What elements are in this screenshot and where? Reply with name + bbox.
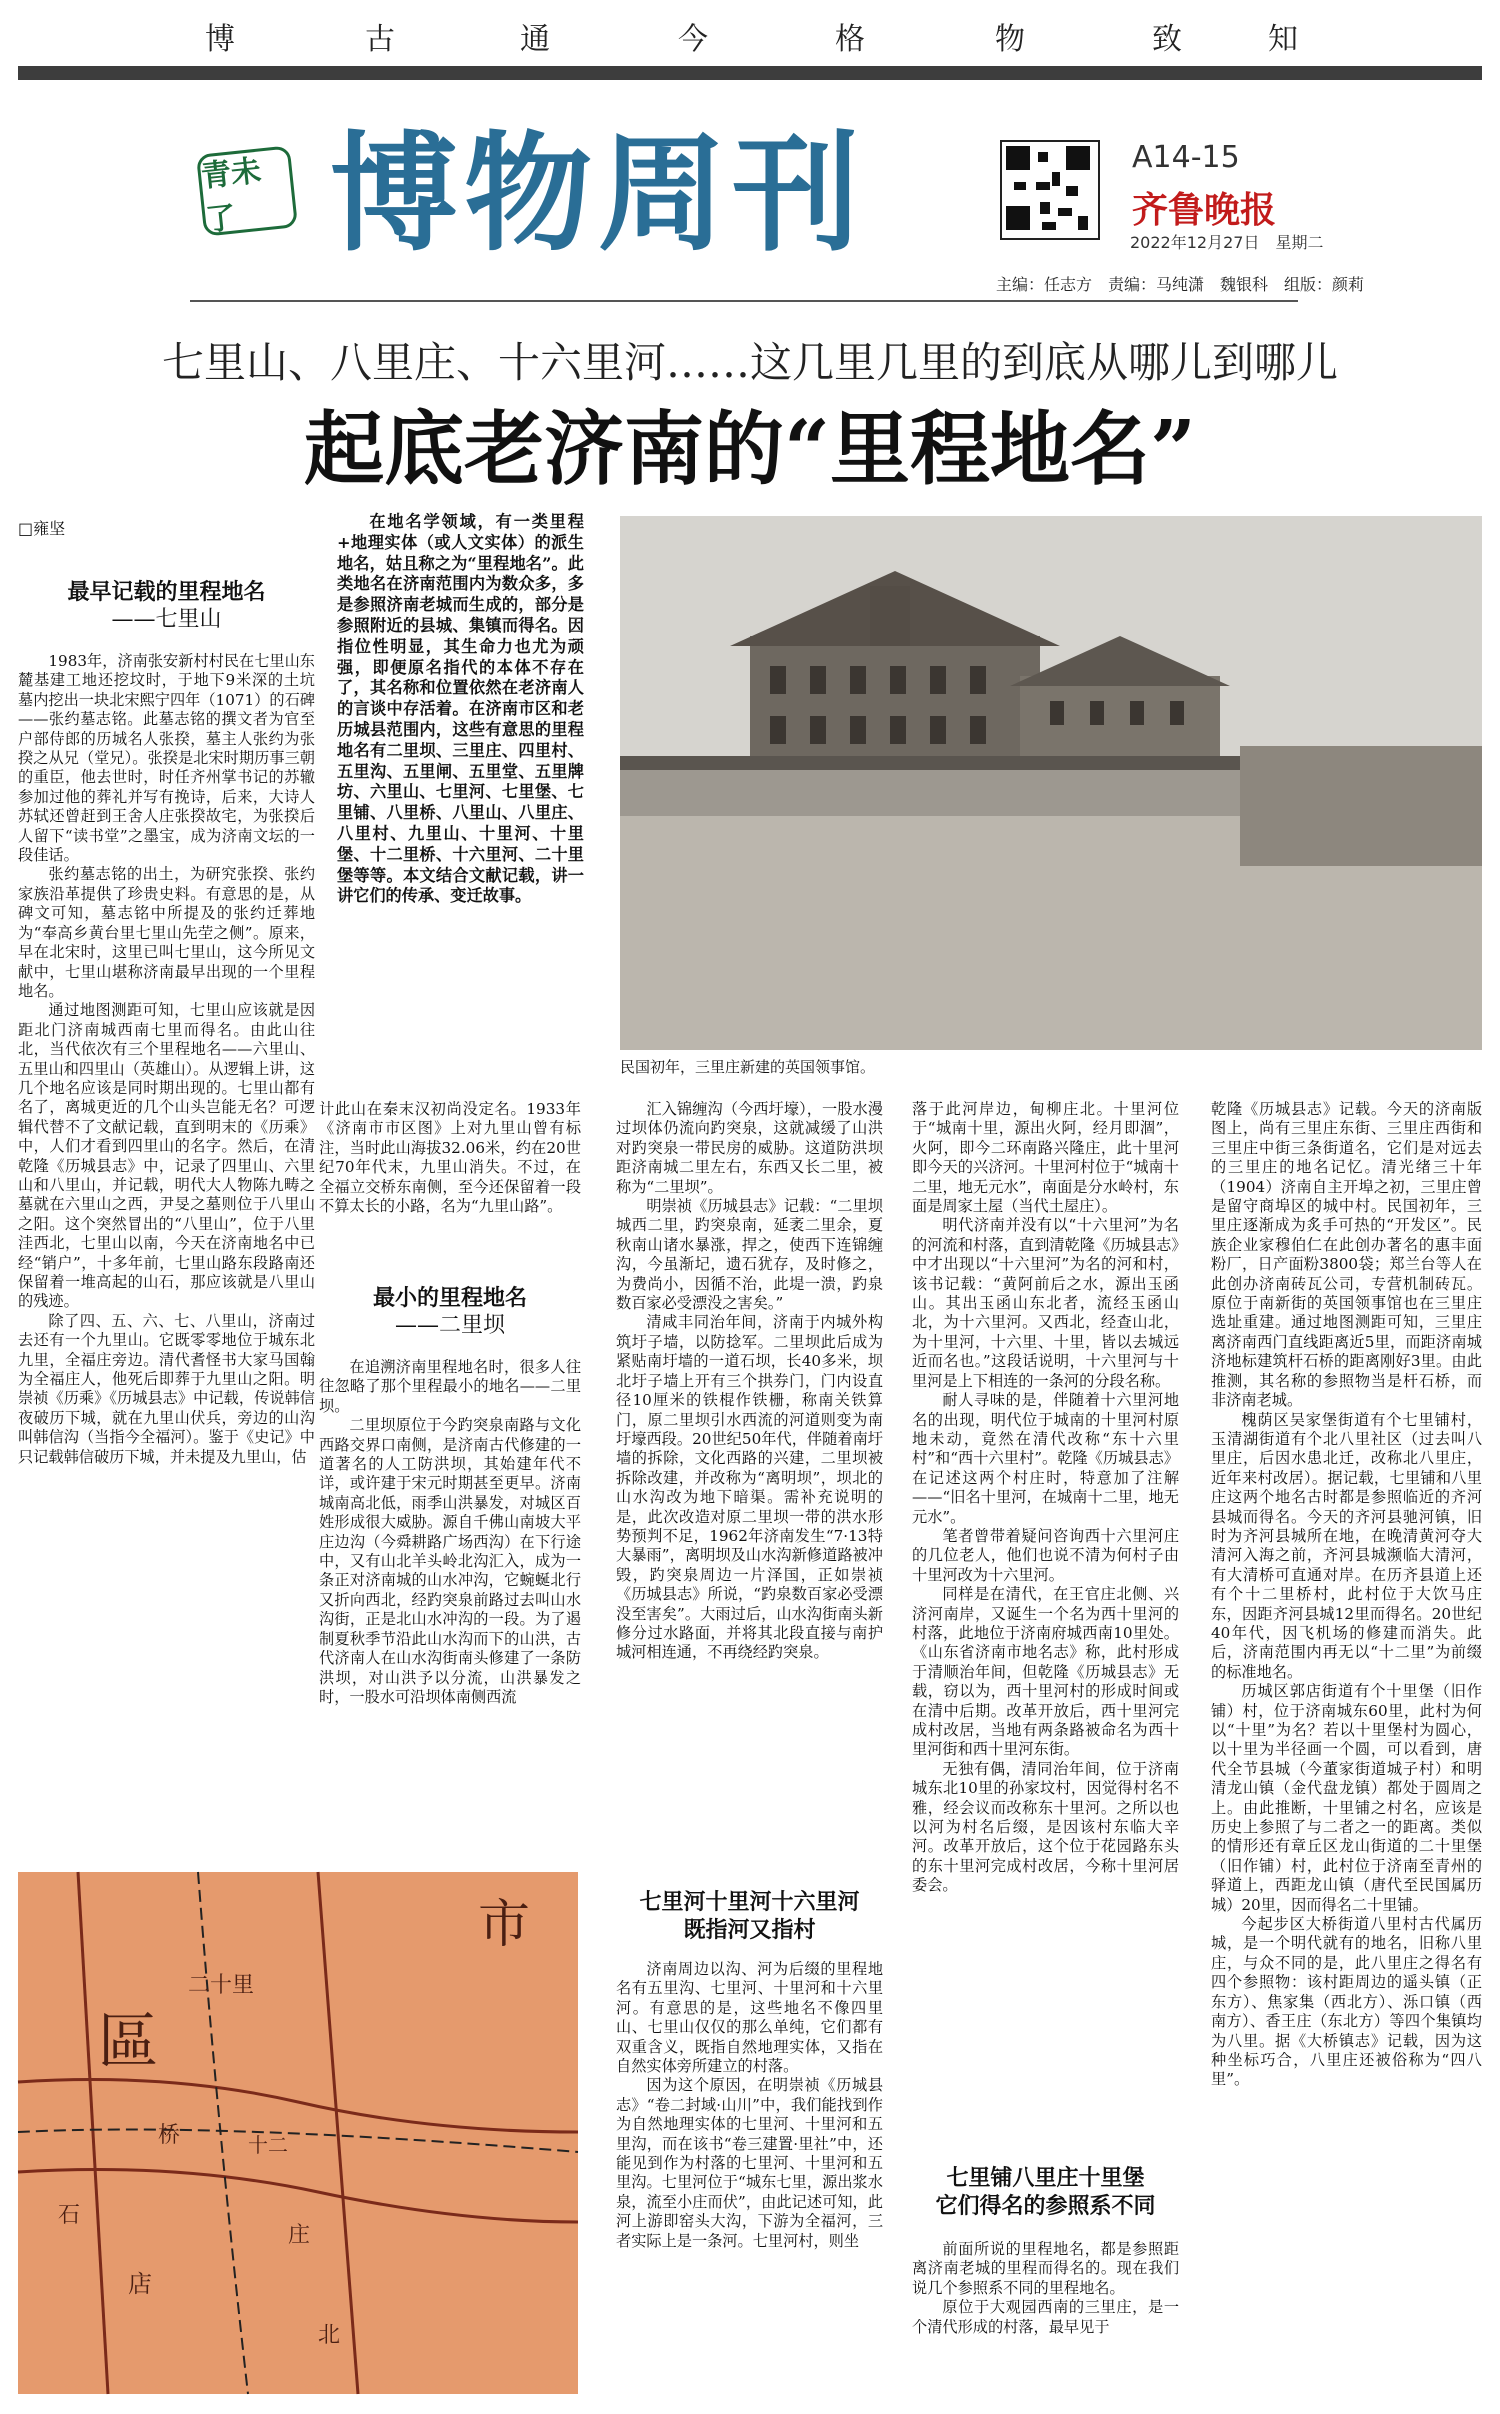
masthead-title: 博物周刊 [330, 120, 867, 269]
map-label: 桥 [158, 2123, 181, 2148]
banner-char: 今 [678, 22, 708, 57]
article-column-3 [616, 1100, 883, 1858]
section-title: 最小的里程地名 [372, 1285, 527, 1311]
paragraph: 耐人寻味的是，伴随着十六里河地名的出现，明代位于城南的十里河村原地未动，竟然在清代改称“东十六里村”和“西十六里村”。乾隆《历城县志》在记述这两个村庄时，特意加了注解——“旧名十里河，在城南十二里，地无元水”。 [912, 1391, 1179, 1526]
page-number: A14-15 [1132, 140, 1240, 175]
map-label: 市 [478, 1895, 531, 1955]
map-label: 二十里 [188, 1973, 255, 1998]
paragraph: 无独有偶，清同治年间，位于济南城东北10里的孙家坟村，因觉得村名不雅，经会议而改称东十里河。之所以也以河为村名后缀，是因该村东临大辛河。改革开放后，这个位于花园路东头的东十里河完成村改居，今称十里河居委会。 [912, 1759, 1179, 1895]
paragraph: 槐荫区吴家堡街道有个七里铺村，玉清湖街道有个北八里社区（过去叫八里庄，后因水患北迁，改称北八里庄，近年来村改居）。据记载，七里铺和八里庄这两个地名古时都是参照临近的齐河县城而得名。今天的齐河县驰河镇，旧时为齐河县城所在地，在晚清黄河夺大清河入海之前，齐河县城濒临大清河，有大清桥可直通对岸。在历齐县道上还有个十二里桥村，此村位于大饮马庄东，因距齐河县城12里而得名。20世纪40年代，因飞机场的修建而消失。此后，济南范围内再无以“十二里”为前缀的标准地名。 [1211, 1410, 1482, 1681]
banner-char: 物 [995, 22, 1025, 57]
paragraph: 明代济南并没有以“十六里河”为名的河流和村落，直到清乾隆《历城县志》中才出现以“十六里河”为名的河和村，该书记载：“黄阿前后之水，源出玉函山。其出玉函山东北者，流经玉函山北，为十六里河。又西北，经查山北，为十里河，十六里、十里，皆以去城远近而名也。”这段话说明，十六里河与十里河是上下相连的一条河的分段名称。 [912, 1216, 1179, 1390]
banner-rule [18, 66, 1482, 80]
paragraph: 清咸丰同治年间，济南于内城外构筑圩子墙，以防捻军。二里坝此后成为紧贴南圩墙的一道石坝，长40多米，坝北圩子墙上开有三个拱券门，门内设直径10厘米的铁棍作铁栅，称南关铁算门，原二里坝引水西流的河道则变为南圩壕西段。20世纪50年代，伴随着南圩墙的拆除，文化西路的兴建，二里坝被拆除改建，并改称为“离明坝”，坝北的山水沟改为地下暗渠。需补充说明的是，此次改造对原二里坝一带的洪水形势预判不足，1962年济南发生“7·13特大暴雨”，离明坝及山水沟新修道路被冲毁，趵突泉周边一片泽国，正如崇祯《历城县志》所说，“趵泉数百家必受漂没至害矣”。大雨过后，山水沟街南头新修分过水路面，并将其北段直接与南护城河相连通，不再绕经趵突泉。 [616, 1313, 883, 1662]
section-title: 七里河十里河十六里河 [639, 1889, 860, 1915]
banner-char: 格 [835, 22, 865, 57]
map-label: 店 [128, 2270, 152, 2298]
main-headline: 起底老济南的“里程地名” [303, 402, 1197, 496]
paragraph: 笔者曾带着疑问咨询西十六里河庄的几位老人，他们也说不清为何村子由十里河改为十六里河。 [912, 1526, 1179, 1584]
banner-char: 博 [205, 22, 235, 57]
article-column-4 [912, 1100, 1179, 2160]
paragraph: 历城区郭店街道有个十里堡（旧作铺）村，位于济南城东60里，此村为何以“十里”为名？若以十里堡村为圆心，以十里为半径画一个圆，可以看到，唐代全节县城（今董家街道城子村）和明清龙山镇（金代盘龙镇）都处于圆周之上。由此推断，十里铺之村名，应该是历史上参照了与二者之一的距离。类似的情形还有章丘区龙山街道的二十里堡（旧作铺）村，此村位于济南至青州的驿道上，西距龙山镇（唐代至民国属历城）20里，因而得名二十里铺。 [1211, 1682, 1482, 1914]
paragraph: 除了四、五、六、七、八里山，济南过去还有一个九里山。它既零零地位于城东北九里，全福庄旁边。清代耆怪书大家马国翰为全福庄人，他死后即葬于九里山之阳。明崇祯《历乘》《历城县志》中记载，传说韩信夜破历下城，就在九里山伏兵，旁边的山沟叫韩信沟（当指今全福河）。鉴于《史记》中只记载韩信破历下城，并未提及九里山，估 [18, 1311, 315, 1466]
paragraph: 济南周边以沟、河为后缀的里程地名有五里沟、七里河、十里河和十六里河。有意思的是，这些地名不像四里山、七里山仅仅的那么单纯，它们都有双重含义，既指自然地理实体，又指在自然实体旁所建立的村落。 [616, 1960, 883, 2076]
issue-date: 2022年12月27日 星期二 [1130, 233, 1324, 252]
article-column-4b [912, 2240, 1179, 2394]
paragraph: 张约墓志铭的出土，为研究张揆、张约家族沿革提供了珍贵史料。有意思的是，从碑文可知，墓志铭中所提及的张约迁葬地为“奉高乡黄台里七里山先茔之侧”。原来，早在北宋时，这里已叫七里山，这今所见文献中，七里山堪称济南最早出现的一个里程地名。 [18, 865, 315, 1000]
paragraph: 前面所说的里程地名，都是参照距离济南老城的里程而得名的。现在我们说几个参照系不同的里程地名。 [912, 2240, 1179, 2297]
section-subtitle: ——七里山 [111, 607, 222, 632]
map-label: 北 [318, 2323, 341, 2348]
photo-caption: 民国初年，三里庄新建的英国领事馆。 [620, 1058, 876, 1076]
section-heading-2 [319, 1284, 581, 1340]
section-heading-4 [912, 2164, 1179, 2220]
map-label: 石 [58, 2203, 81, 2228]
paragraph: 计此山在秦末汉初尚没定名。1933年《济南市市区图》上对九里山曾有标注，当时此山海拔32.06米，约在20世纪70年代末，九里山消失。不过，在全福立交桥东南侧，至今还保留着一段不算太长的小路，名为“九里山路”。 [319, 1100, 581, 1216]
paragraph: 汇入锦缠沟（今西圩壕），一股水漫过坝体仍流向趵突泉，这就减缓了山洪对趵突泉一带民房的威胁。这道防洪坝距济南城二里左右，东西又长二里，被称为“二里坝”。 [616, 1100, 883, 1196]
historic-map [18, 1872, 578, 2394]
section-title: 七里铺八里庄十里堡 [946, 2165, 1145, 2191]
consulate-photo [620, 516, 1482, 1050]
historic-map-image [18, 1872, 578, 2394]
paragraph: 落于此河岸边，甸柳庄北。十里河位于“城南十里，源出火阿，经月即涸”，火阿，即今二环南路兴隆庄，此十里河即今天的兴济河。十里河村位于“城南十二里，地无元水”，南面是分水岭村，东面是周家土屋（当代土屋庄）。 [912, 1100, 1179, 1216]
section-title: 最早记载的里程地名 [67, 579, 266, 605]
paragraph: 原位于大观园西南的三里庄，是一个清代形成的村落，最早见于 [912, 2298, 1179, 2336]
byline: □雍坚 [18, 519, 66, 538]
intro-paragraph [337, 512, 584, 907]
article-column-3b [616, 1960, 883, 2394]
article-column-2 [319, 1100, 581, 1216]
paragraph: 因为这个原因，在明崇祯《历城县志》“卷二封域·山川”中，我们能找到作为自然地理实体的七里河、十里河和五里沟，而在该书“卷三建置·里社”中，还能见到作为村落的七里河、十里河和五里沟。七里河位于“城东七里，源出浆水泉，流至小庄而伏”，由此记述可知，此河上游即窑头大沟，下游为全福河，三者实际上是一条河。七里河村，则坐 [616, 2076, 883, 2250]
banner-char: 通 [520, 22, 550, 57]
paragraph: 同样是在清代，在王官庄北侧、兴济河南岸，又诞生一个名为西十里河的村落，此地位于济南府城西南10里处。《山东省济南市地名志》称，此村形成于清顺治年间，但乾隆《历城县志》无载，窃以为，西十里河村的形成时间或在清中后期。改革开放后，西十里河完成村改居，当地有两条路被命名为西十里河街和西十里河东街。 [912, 1585, 1179, 1759]
map-caption: 1938年，地图上标有十二里桥之村名。 [18, 2397, 264, 2413]
newspaper-name: 齐鲁晚报 [1132, 189, 1277, 231]
section-subtitle: 它们得名的参照系不同 [935, 2193, 1156, 2219]
article-column-1 [18, 652, 315, 1864]
paragraph: 通过地图测距可知，七里山应该就是因距北门济南城西南七里而得名。由此山往北，当代依次有三个里程地名——六里山、五里山和四里山（英雄山）。从逻辑上讲，这几个地名应该是同时期出现的。七里山都有名了，离城更近的几个山头岂能无名？可逻辑代替不了文献记载，直到明末的《历乘》中，人们才看到四里山的名字。然后，在清乾隆《历城县志》中，记录了四里山、六里山和八里山，并记载，明代大人物陈九畴之墓就在六里山之西，尹旻之墓则位于八里山之阳。这个突然冒出的“八里山”，位于八里洼西北，七里山以南，今天在济南地名中已经“销户”，十多年前，七里山路东段路南还保留着一堆高起的山石，那应该就是八里山的残迹。 [18, 1001, 315, 1311]
banner-char: 古 [365, 22, 395, 57]
map-label: 十二 [248, 2133, 288, 2157]
map-label: 區 [98, 2007, 158, 2077]
kicker-headline: 七里山、八里庄、十六里河……这几里几里的到底从哪儿到哪儿 [161, 338, 1338, 387]
paragraph: 今起步区大桥街道八里村古代属历城，是一个明代就有的地名，旧称八里庄，与众不同的是，此八里庄之得名有四个参照物：该村距周边的遥头镇（正东方）、焦家集（西北方）、泺口镇（西南方）、香王庄（东北方）等四个集镇均为八里。据《大桥镇志》记载，因为这种坐标巧合，八里庄还被俗称为“四八里”。 [1211, 1915, 1482, 2089]
paragraph: 在地名学领域，有一类里程+地理实体（或人文实体）的派生地名，姑且称之为“里程地名”。此类地名在济南范围内为数众多，多是参照济南老城而生成的，部分是参照附近的县城、集镇而得名。因指位性明显，其生命力也尤为顽强，即便原名指代的本体不存在了，其名称和位置依然在老济南人的言谈中存活着。在济南市区和老历城县范围内，这些有意思的里程地名有二里坝、三里庄、四里村、五里沟、五里闸、五里堂、五里牌坊、六里山、七里河、七里堡、七里铺、八里桥、八里山、八里庄、八里村、九里山、十里河、十里堡、十二里桥、十六里河、二十里堡等等。本文结合文献记载，讲一讲它们的传承、变迁故事。 [337, 512, 584, 906]
header-rule [190, 300, 1298, 302]
paragraph: 明崇祯《历城县志》记载：“二里坝城西二里，趵突泉南，延袤二里余，夏秋南山诸水暴涨，捍之，使西下连锦缠沟，今虽渐圮，遗石犹存，及时修之，为费尚小，因循不治，此堤一溃，趵泉数百家必受漂没之害矣。” [616, 1197, 883, 1313]
banner-char: 知 [1268, 22, 1298, 57]
paragraph: 在追溯济南里程地名时，很多人往往忽略了那个里程最小的地名——二里坝。 [319, 1358, 581, 1415]
paragraph: 1983年，济南张安新村村民在七里山东麓基建工地还挖坟时，于地下9米深的土坑墓内挖出一块北宋熙宁四年（1071）的石碑——张约墓志铭。此墓志铭的撰文者为官至户部侍郎的历城名人张揆，墓主人张约为张揆之从兄（堂兄）。张揆是北宋时期历事三朝的重臣，他去世时，时任齐州掌书记的苏辙参加过他的葬礼并写有挽诗，后来，大诗人苏轼还曾赶到王舍人庄张揆故宅，为张揆后人留下“读书堂”之墨宝，成为济南文坛的一段佳话。 [18, 652, 315, 865]
top-banner [0, 0, 1500, 64]
qr-code-icon [1000, 140, 1100, 240]
section-subtitle: ——二里坝 [394, 1313, 505, 1338]
consulate-photo-image [620, 516, 1482, 1050]
editor-credits: 主编：任志方 责编：马纯潇 魏银科 组版：颜莉 [996, 275, 1365, 294]
paragraph: 二里坝原位于今趵突泉南路与文化西路交界口南侧，是济南古代修建的一道著名的人工防洪坝，其始建年代不详，或许建于宋元时期甚至更早。济南城南高北低，雨季山洪暴发，对城区百姓形成很大威胁。源自千佛山南坡大平庄边沟（今舜耕路广场西沟）在下行途中，又有山北羊头岭北沟汇入，成为一条正对济南城的山水冲沟，它蜿蜒北行又折向西北，经趵突泉前路过去叫山水沟街，正是北山水冲沟的一段。为了遏制夏秋季节沿此山水沟而下的山洪，古代济南人在山水沟街南头修建了一条防洪坝，对山洪予以分流，山洪暴发之时，一股水可沿坝体南侧西流 [319, 1416, 581, 1706]
brand-logo: 青未了 [196, 145, 298, 236]
article-column-2b [319, 1358, 581, 1862]
paragraph: 乾隆《历城县志》记载。今天的济南版图上，尚有三里庄东街、三里庄西街和三里庄中街三条街道名，它们是对远去的三里庄的地名记忆。清光绪三十年（1904）济南自主开埠之初，三里庄曾是留守商埠区的城中村。民国初年，三里庄逐渐成为炙手可热的“开发区”。民族企业家穆伯仁在此创办著名的惠丰面粉厂，日产面粉3800袋；郑兰台等人在此创办济南砖瓦公司，专营机制砖瓦。原位于南新街的英国领事馆也在三里庄选址重建。通过地图测距可知，三里庄离济南西门直线距离近5里，而距济南城济地标建筑杆石桥的距离刚好3里。由此推测，其名称的参照物当是杆石桥，而非济南老城。 [1211, 1100, 1482, 1410]
section-heading-1 [18, 578, 315, 634]
map-label: 庄 [288, 2223, 311, 2248]
section-heading-3 [616, 1888, 883, 1944]
section-subtitle: 既指河又指村 [683, 1917, 816, 1943]
banner-char: 致 [1152, 22, 1182, 57]
article-column-5 [1211, 1100, 1482, 2394]
